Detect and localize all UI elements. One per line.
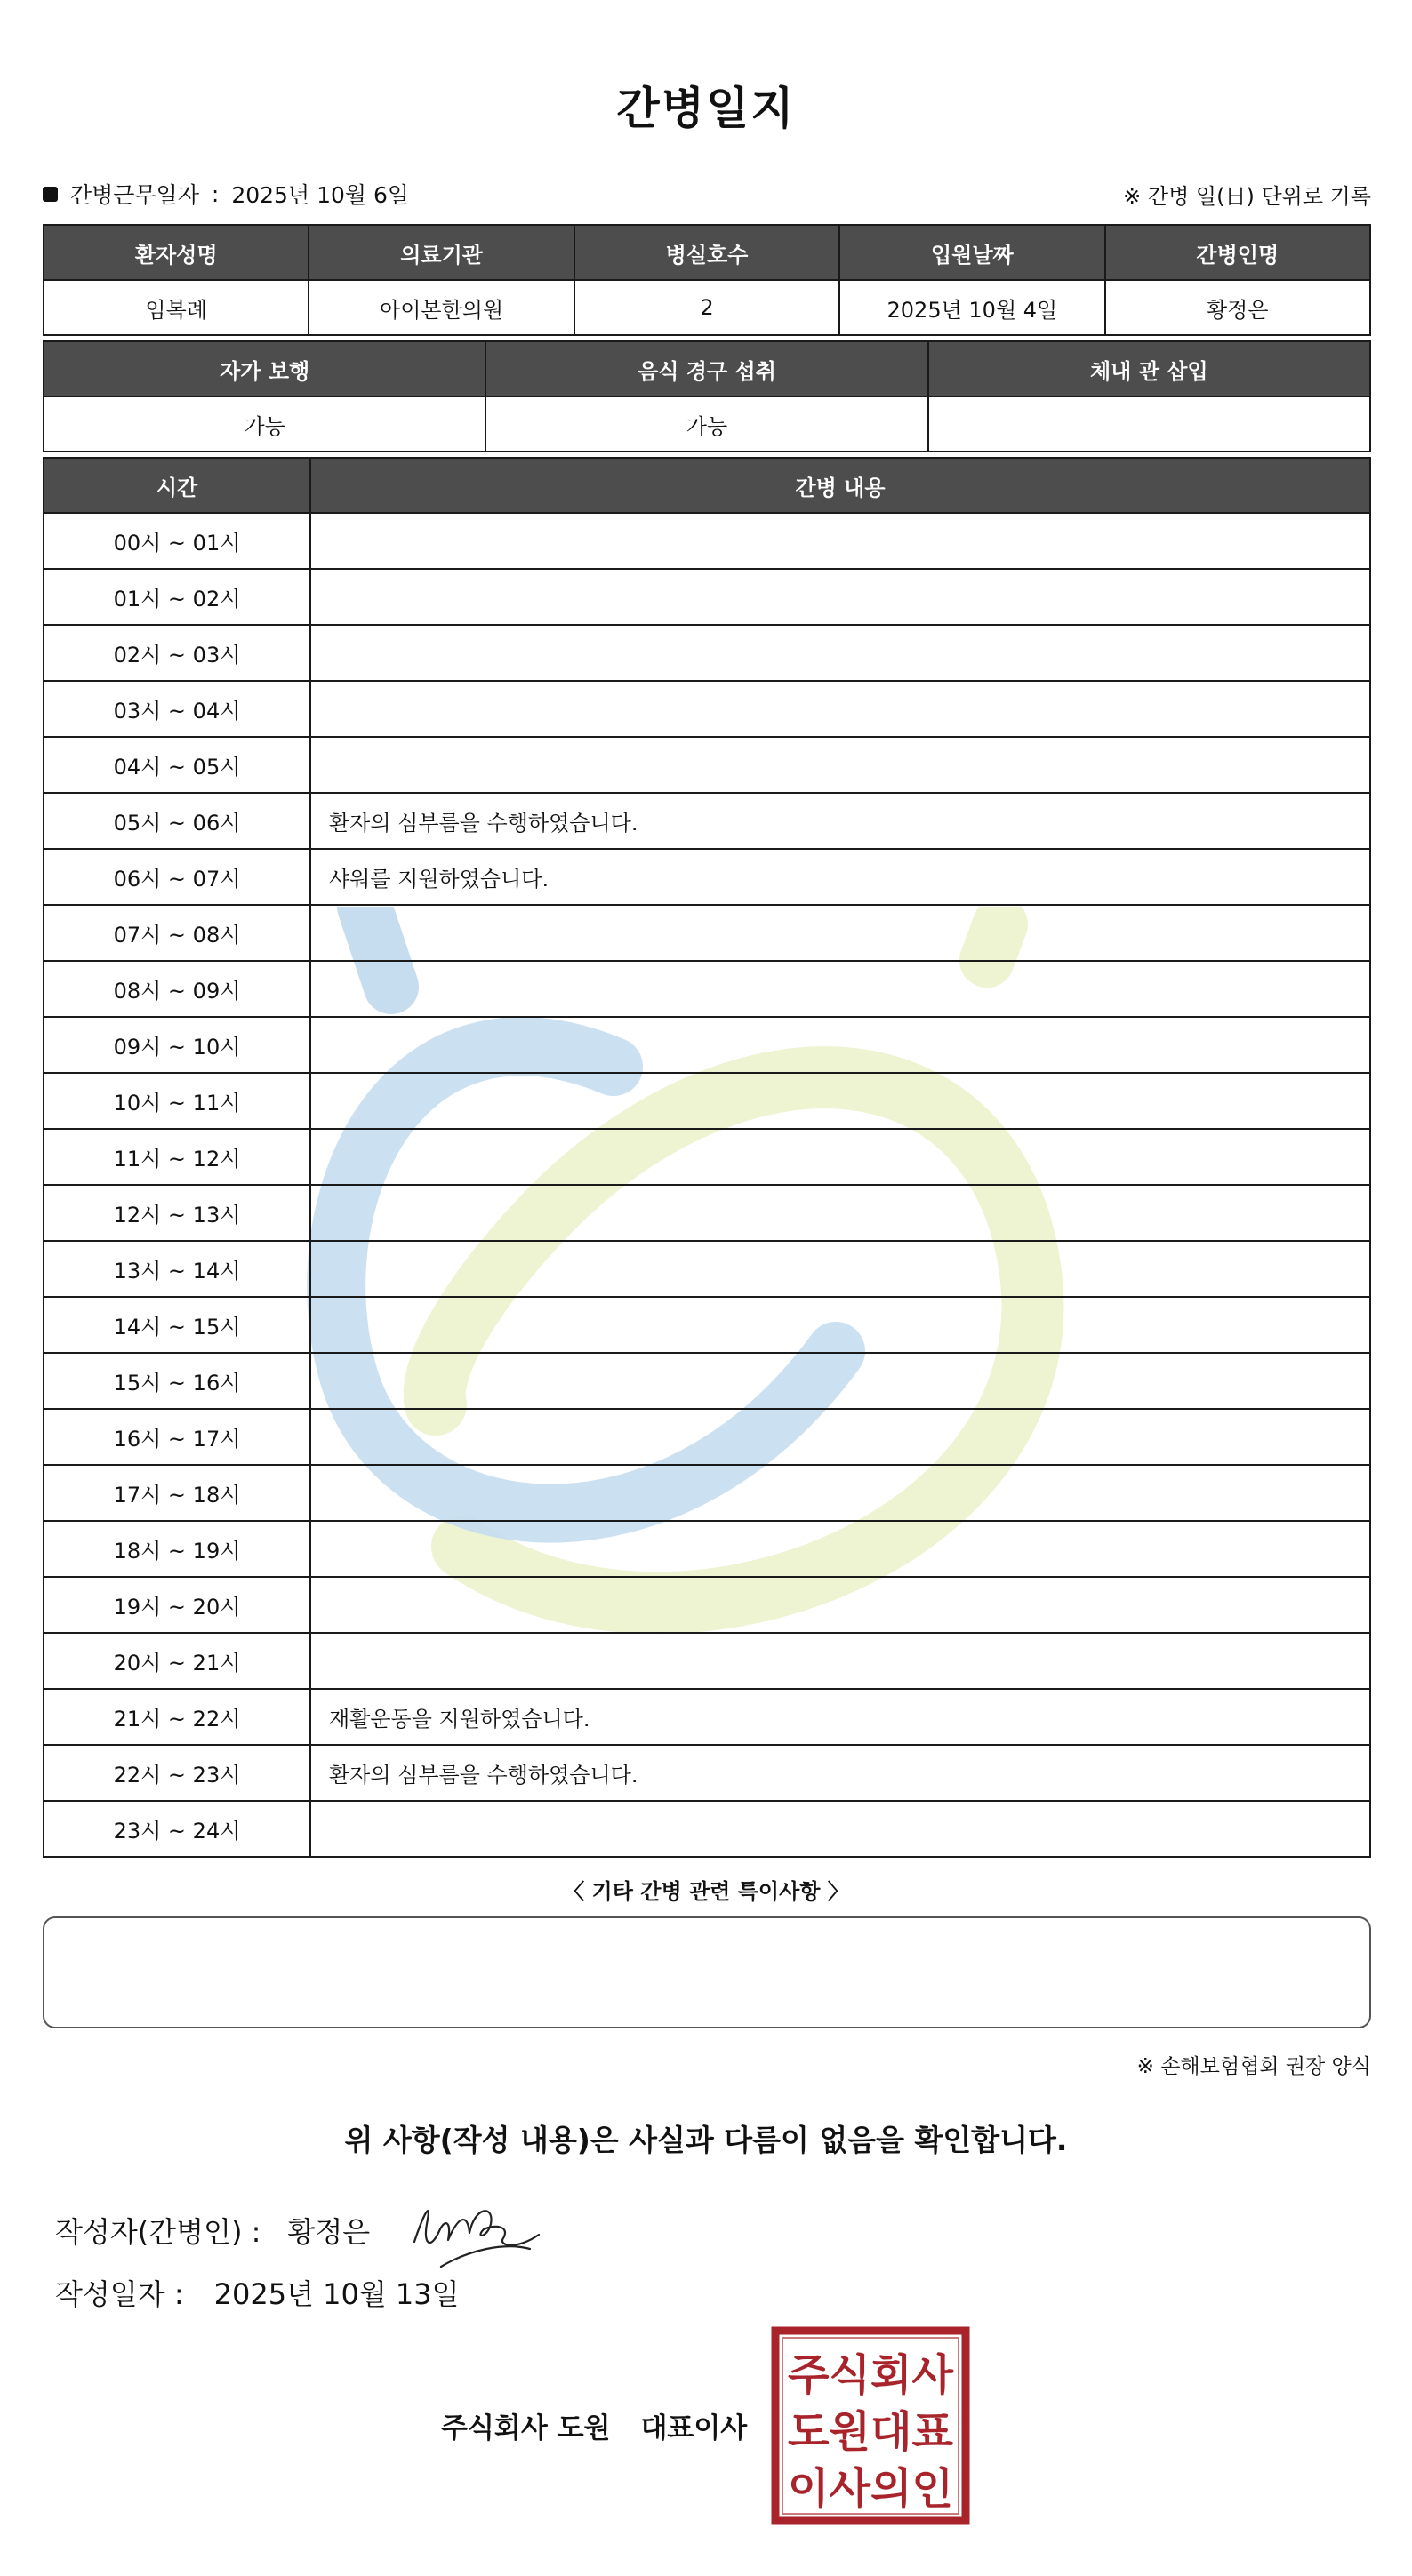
care-content-cell: 환자의 심부름을 수행하였습니다. bbox=[310, 793, 1370, 849]
time-slot-cell: 18시 ~ 19시 bbox=[44, 1521, 310, 1577]
care-log-table bbox=[43, 457, 1371, 1858]
time-slot-cell: 14시 ~ 15시 bbox=[44, 1297, 310, 1353]
time-slot-cell: 16시 ~ 17시 bbox=[44, 1409, 310, 1465]
care-content-cell bbox=[310, 1801, 1370, 1857]
writer-label: 작성자(간병인) : bbox=[55, 2215, 261, 2249]
recording-unit-note: ※ 간병 일(日) 단위로 기록 bbox=[1123, 183, 1371, 209]
special-notes-title: 〈 기타 간병 관련 특이사항 〉 bbox=[563, 1879, 849, 1904]
time-slot-cell: 10시 ~ 11시 bbox=[44, 1073, 310, 1129]
time-slot-cell: 09시 ~ 10시 bbox=[44, 1017, 310, 1073]
admission-date-header: 입원날짜 bbox=[839, 225, 1104, 280]
care-content-cell bbox=[310, 1353, 1370, 1409]
hospital-header: 의료기관 bbox=[309, 225, 574, 280]
care-log-row bbox=[44, 1745, 1370, 1801]
handwritten-signature bbox=[405, 2188, 548, 2270]
care-content-cell bbox=[310, 737, 1370, 793]
time-slot-cell: 08시 ~ 09시 bbox=[44, 961, 310, 1017]
care-content-cell bbox=[310, 1017, 1370, 1073]
patient-info-header-row bbox=[44, 225, 1370, 280]
care-content-cell: 샤워를 지원하였습니다. bbox=[310, 849, 1370, 905]
admission-date-value: 2025년 10월 4일 bbox=[839, 280, 1104, 335]
care-log-row bbox=[44, 1017, 1370, 1073]
confirmation-statement: 위 사항(작성 내용)은 사실과 다름이 없음을 확인합니다. bbox=[344, 2123, 1068, 2157]
care-log-row bbox=[44, 1129, 1370, 1185]
care-log-row bbox=[44, 1073, 1370, 1129]
time-slot-cell: 02시 ~ 03시 bbox=[44, 625, 310, 681]
document-title: 간병일지 bbox=[616, 83, 796, 134]
form-source-note: ※ 손해보험협회 권장 양식 bbox=[1136, 2055, 1371, 2078]
time-slot-cell: 17시 ~ 18시 bbox=[44, 1465, 310, 1521]
care-log-row bbox=[44, 1353, 1370, 1409]
care-content-cell bbox=[310, 1185, 1370, 1241]
time-slot-cell: 20시 ~ 21시 bbox=[44, 1633, 310, 1689]
writer-name: 황정은 bbox=[287, 2215, 371, 2249]
care-content-cell bbox=[310, 1073, 1370, 1129]
care-log-row bbox=[44, 793, 1370, 849]
time-slot-cell: 11시 ~ 12시 bbox=[44, 1129, 310, 1185]
tube-insertion-value bbox=[928, 396, 1370, 452]
time-slot-cell: 04시 ~ 05시 bbox=[44, 737, 310, 793]
care-log-row bbox=[44, 625, 1370, 681]
care-content-cell: 환자의 심부름을 수행하였습니다. bbox=[310, 1745, 1370, 1801]
work-date-separator: : bbox=[211, 180, 220, 207]
care-content-cell bbox=[310, 961, 1370, 1017]
care-content-cell bbox=[310, 1633, 1370, 1689]
seal-text-line: 주식회사 bbox=[788, 2350, 954, 2400]
care-content-cell bbox=[310, 905, 1370, 961]
company-seal-stamp bbox=[770, 2325, 971, 2526]
care-content-cell bbox=[310, 1297, 1370, 1353]
write-date-label: 작성일자 : bbox=[55, 2277, 184, 2311]
care-log-row bbox=[44, 569, 1370, 625]
care-log-row bbox=[44, 1633, 1370, 1689]
time-slot-cell: 23시 ~ 24시 bbox=[44, 1801, 310, 1857]
care-content-cell: 재활운동을 지원하였습니다. bbox=[310, 1689, 1370, 1745]
work-date-group bbox=[43, 178, 409, 210]
care-log-header-row bbox=[44, 458, 1370, 513]
care-log-row bbox=[44, 1577, 1370, 1633]
time-slot-cell: 12시 ~ 13시 bbox=[44, 1185, 310, 1241]
care-log-row bbox=[44, 1689, 1370, 1745]
care-content-cell bbox=[310, 1521, 1370, 1577]
care-log-row bbox=[44, 1241, 1370, 1297]
bullet-square-icon bbox=[43, 187, 58, 202]
oral-intake-header: 음식 경구 섭취 bbox=[485, 341, 927, 396]
caregiver-name-value: 황정은 bbox=[1105, 280, 1370, 335]
care-log-row bbox=[44, 1801, 1370, 1857]
ceo-title: 대표이사 bbox=[640, 2412, 748, 2444]
seal-text-line: 이사의인 bbox=[788, 2464, 953, 2514]
care-log-row bbox=[44, 681, 1370, 737]
write-date-value: 2025년 10월 13일 bbox=[213, 2277, 460, 2311]
patient-info-value-row bbox=[44, 280, 1370, 335]
time-slot-cell: 19시 ~ 20시 bbox=[44, 1577, 310, 1633]
time-slot-cell: 00시 ~ 01시 bbox=[44, 513, 310, 569]
care-content-cell bbox=[310, 569, 1370, 625]
hospital-value: 아이본한의원 bbox=[309, 280, 574, 335]
care-content-cell bbox=[310, 1465, 1370, 1521]
care-content-cell bbox=[310, 1129, 1370, 1185]
write-date-row bbox=[55, 2272, 460, 2313]
care-log-row bbox=[44, 513, 1370, 569]
time-slot-cell: 03시 ~ 04시 bbox=[44, 681, 310, 737]
time-header: 시간 bbox=[44, 458, 310, 513]
time-slot-cell: 05시 ~ 06시 bbox=[44, 793, 310, 849]
care-log-row bbox=[44, 1185, 1370, 1241]
time-slot-cell: 13시 ~ 14시 bbox=[44, 1241, 310, 1297]
care-content-cell bbox=[310, 681, 1370, 737]
tube-insertion-header: 체내 관 삽입 bbox=[928, 341, 1370, 396]
care-log-row bbox=[44, 737, 1370, 793]
care-log-row bbox=[44, 1465, 1370, 1521]
caregiver-name-header: 간병인명 bbox=[1105, 225, 1370, 280]
room-number-value: 2 bbox=[574, 280, 839, 335]
time-slot-cell: 01시 ~ 02시 bbox=[44, 569, 310, 625]
patient-info-table bbox=[43, 224, 1371, 336]
care-log-row bbox=[44, 961, 1370, 1017]
self-walking-header: 자가 보행 bbox=[44, 341, 485, 396]
writer-row bbox=[55, 2210, 370, 2251]
work-date-value: 2025년 10월 6일 bbox=[231, 182, 410, 208]
care-log-row bbox=[44, 905, 1370, 961]
care-log-row bbox=[44, 1409, 1370, 1465]
seal-text-line: 도원대표 bbox=[788, 2407, 954, 2457]
care-content-cell bbox=[310, 1241, 1370, 1297]
work-date-label: 간병근무일자 bbox=[70, 182, 199, 208]
header-row bbox=[43, 176, 1371, 212]
time-slot-cell: 06시 ~ 07시 bbox=[44, 849, 310, 905]
room-number-header: 병실호수 bbox=[574, 225, 839, 280]
care-log-row bbox=[44, 849, 1370, 905]
self-walking-value: 가능 bbox=[44, 396, 485, 452]
care-content-cell bbox=[310, 625, 1370, 681]
special-notes-box bbox=[43, 1916, 1371, 2028]
time-slot-cell: 22시 ~ 23시 bbox=[44, 1745, 310, 1801]
oral-intake-value: 가능 bbox=[485, 396, 927, 452]
care-content-cell bbox=[310, 1409, 1370, 1465]
care-log-body bbox=[44, 458, 1370, 1857]
care-content-cell bbox=[310, 1577, 1370, 1633]
care-content-cell bbox=[310, 513, 1370, 569]
patient-name-value: 임복례 bbox=[44, 280, 309, 335]
time-slot-cell: 07시 ~ 08시 bbox=[44, 905, 310, 961]
patient-name-header: 환자성명 bbox=[44, 225, 309, 280]
time-slot-cell: 21시 ~ 22시 bbox=[44, 1689, 310, 1745]
time-slot-cell: 15시 ~ 16시 bbox=[44, 1353, 310, 1409]
care-log-row bbox=[44, 1521, 1370, 1577]
patient-status-header-row bbox=[44, 341, 1370, 396]
patient-status-table bbox=[43, 340, 1371, 452]
company-signature-line bbox=[441, 2405, 747, 2445]
care-content-header: 간병 내용 bbox=[310, 458, 1370, 513]
care-log-row bbox=[44, 1297, 1370, 1353]
company-name: 주식회사 도원 bbox=[441, 2412, 611, 2444]
patient-status-value-row bbox=[44, 396, 1370, 452]
